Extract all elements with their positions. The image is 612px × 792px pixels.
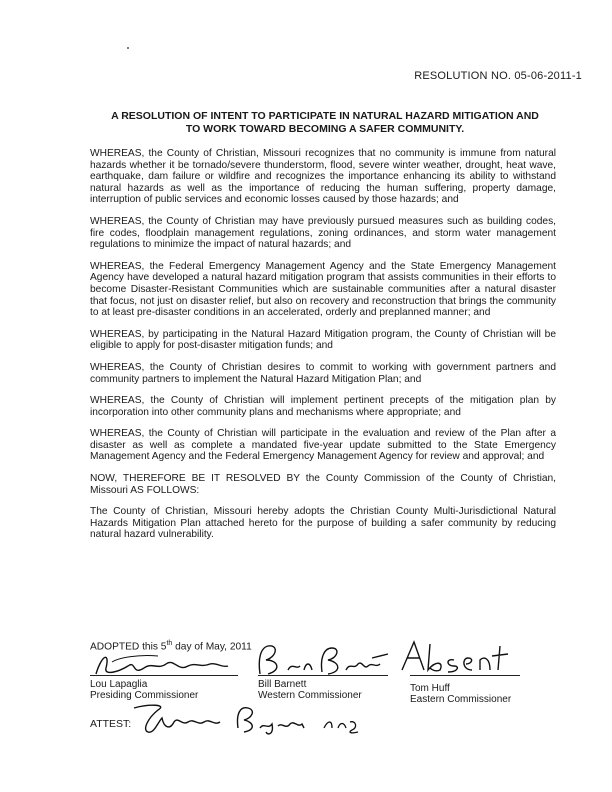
signer-presiding [90,679,198,701]
paragraph-8: NOW, THEREFORE BE IT RESOLVED BY the County Commission of the County of Christian, Missouri AS FOLLOWS: [90,473,556,496]
resolution-body [90,148,556,551]
paragraph-1: WHEREAS, the County of Christian, Missouri recognizes that no community is immune from natural hazards whether it be tornado/severe thunderstorm, flood, severe winter weather, drought, heat wave, earthquake, dam failure or wildfire and recognizes the importance enhancing its ability to withstand natural hazards as well as the importance of reducing the human suffering, property damage, interruption of public services and economic losses caused by those hazards; and [90,148,556,206]
paragraph-3: WHEREAS, the Federal Emergency Management Agency and the State Emergency Management Agency have developed a natural hazard mitigation program that assists communities in their efforts to become Disaster-Resistant Communities which are sustainable communities after a natural disaster that focus, not just on disaster relief, but also on recovery and reconstruction that brings the community to at least pre-disaster conditions in an accelerated, orderly and preplanned manner; and [90,260,556,319]
title-line-1: A RESOLUTION OF INTENT TO PARTICIPATE IN NATURAL HAZARD MITIGATION AND [111,110,539,122]
paragraph-2: WHEREAS, the County of Christian may have previously pursued measures such as building codes, fire codes, floodplain management regulations, zoning ordinances, and storm water management regulations to minimize the impact of natural hazards; and [90,215,556,251]
signature-line-western [258,675,388,676]
signer-title: Western Commissioner [258,690,362,701]
adopted-suffix-sup: th [166,640,173,647]
signer-name: Tom Huff [410,683,450,694]
paragraph-4: WHEREAS, by participating in the Natural Hazard Mitigation program, the County of Christian will be eligible to apply for post-disaster mitigation funds; and [90,328,556,352]
resolution-number: RESOLUTION NO. 05-06-2011-1 [414,70,582,82]
adopted-prefix: ADOPTED this 5 [90,641,167,653]
adopted-suffix: day of May, 2011 [172,641,252,653]
signature-line-eastern [410,675,520,676]
attest-label: ATTEST: [90,718,132,730]
signer-eastern [410,683,511,705]
signature-bill-barnett [248,640,398,680]
signer-name: Bill Barnett [258,679,307,690]
absent-handwritten-mark [396,636,516,676]
signer-name: Lou Lapaglia [90,679,148,690]
title-line-2: TO WORK TOWARD BECOMING A SAFER COMMUNITY. [185,123,465,135]
paragraph-5: WHEREAS, the County of Christian desires to commit to working with government partners and community partners to implement the Natural Hazard Mitigation Plan; and [90,361,556,385]
paragraph-7: WHEREAS, the County of Christian will participate in the evaluation and review of the Plan after a disaster as well as complete a mandated five-year update submitted to the State Emergency Management Agency and the Federal Emergency Management Agency for review and approval; and [90,428,556,463]
resolution-title [85,110,565,136]
paragraph-9: The County of Christian, Missouri hereby adopts the Christian County Multi-Jurisdictional Natural Hazards Mitigation Plan attached hereto for the purpose of building a safer community by reducing natural hazard vulnerability. [90,506,556,541]
signature-line-presiding [90,675,238,676]
signer-title: Eastern Commissioner [410,694,512,705]
scan-speck [127,47,129,49]
signer-title: Presiding Commissioner [90,690,199,701]
signature-attest [128,700,368,736]
signer-western [258,679,362,701]
paragraph-6: WHEREAS, the County of Christian will implement pertinent precepts of the mitigation plan by incorporation into other community plans and mechanisms where appropriate; and [90,395,556,418]
